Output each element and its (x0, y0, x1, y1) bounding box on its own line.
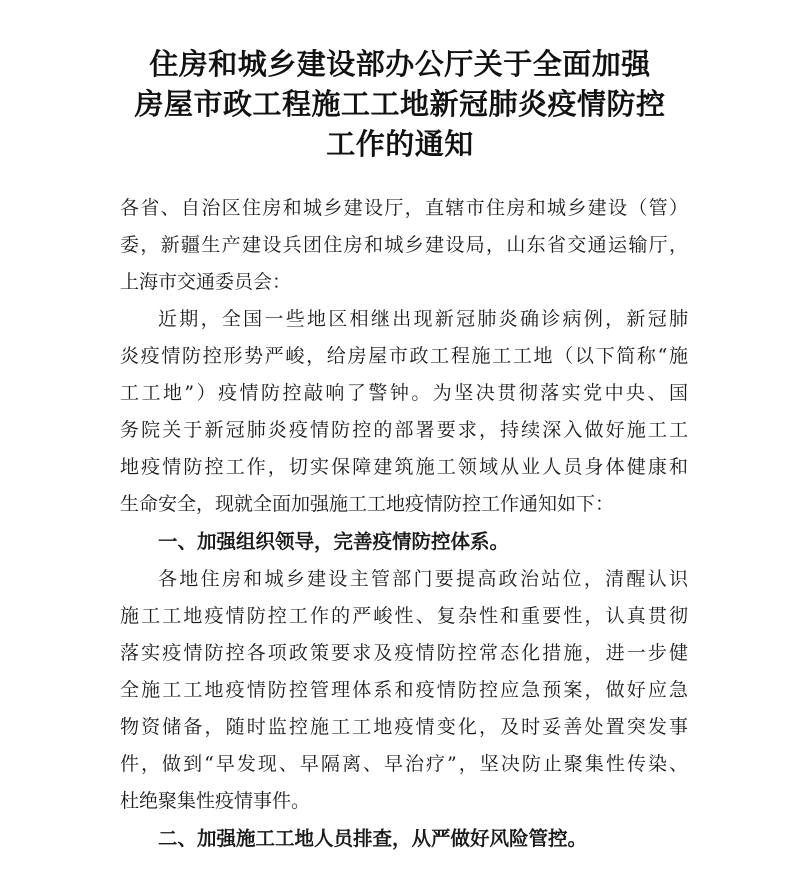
document-title-line-2: 房屋市政工程施工工地新冠肺炎疫情防控 (134, 87, 666, 121)
salutation-line-1: 各省、自治区住房和城乡建设厅，直辖市住房和城乡建设（管） (120, 197, 688, 219)
intro-line-3: 工工地”）疫情防控敲响了警钟。为坚决贯彻落实党中央、国 (120, 382, 688, 404)
section-1-line-2: 施工工地疫情防控工作的严峻性、复杂性和重要性，认真贯彻 (120, 605, 688, 627)
section-1-line-3: 落实疫情防控各项政策要求及疫情防控常态化措施，进一步健 (120, 642, 688, 664)
document-title-line-1: 住房和城乡建设部办公厅关于全面加强 (149, 47, 651, 81)
intro-line-6: 生命安全，现就全面加强施工工地疫情防控工作通知如下： (120, 493, 615, 515)
intro-line-2: 炎疫情防控形势严峻，给房屋市政工程施工工地（以下简称“施 (120, 345, 688, 367)
intro-line-4: 务院关于新冠肺炎疫情防控的部署要求，持续深入做好施工工 (120, 419, 688, 441)
salutation-line-3: 上海市交通委员会： (120, 271, 292, 293)
section-1-line-7: 杜绝聚集性疫情事件。 (120, 790, 311, 812)
intro-line-5: 地疫情防控工作，切实保障建筑施工领域从业人员身体健康和 (120, 456, 688, 478)
section-1-line-6: 件，做到“早发现、早隔离、早治疗”，坚决防止聚集性传染、 (120, 753, 688, 775)
section-1-heading: 一、加强组织领导，完善疫情防控体系。 (158, 530, 510, 553)
section-2-heading: 二、加强施工工地人员排查，从严做好风险管控。 (158, 827, 588, 850)
section-1-line-5: 物资储备，随时监控施工工地疫情变化，及时妥善处置突发事 (120, 716, 688, 738)
intro-line-1: 近期，全国一些地区相继出现新冠肺炎确诊病例，新冠肺 (158, 308, 688, 330)
document-title-line-3: 工作的通知 (326, 127, 474, 161)
salutation-line-2: 委，新疆生产建设兵团住房和城乡建设局，山东省交通运输厅， (120, 234, 688, 256)
section-1-line-4: 全施工工地疫情防控管理体系和疫情防控应急预案，做好应急 (120, 679, 688, 701)
section-1-line-1: 各地住房和城乡建设主管部门要提高政治站位，清醒认识 (158, 568, 688, 590)
